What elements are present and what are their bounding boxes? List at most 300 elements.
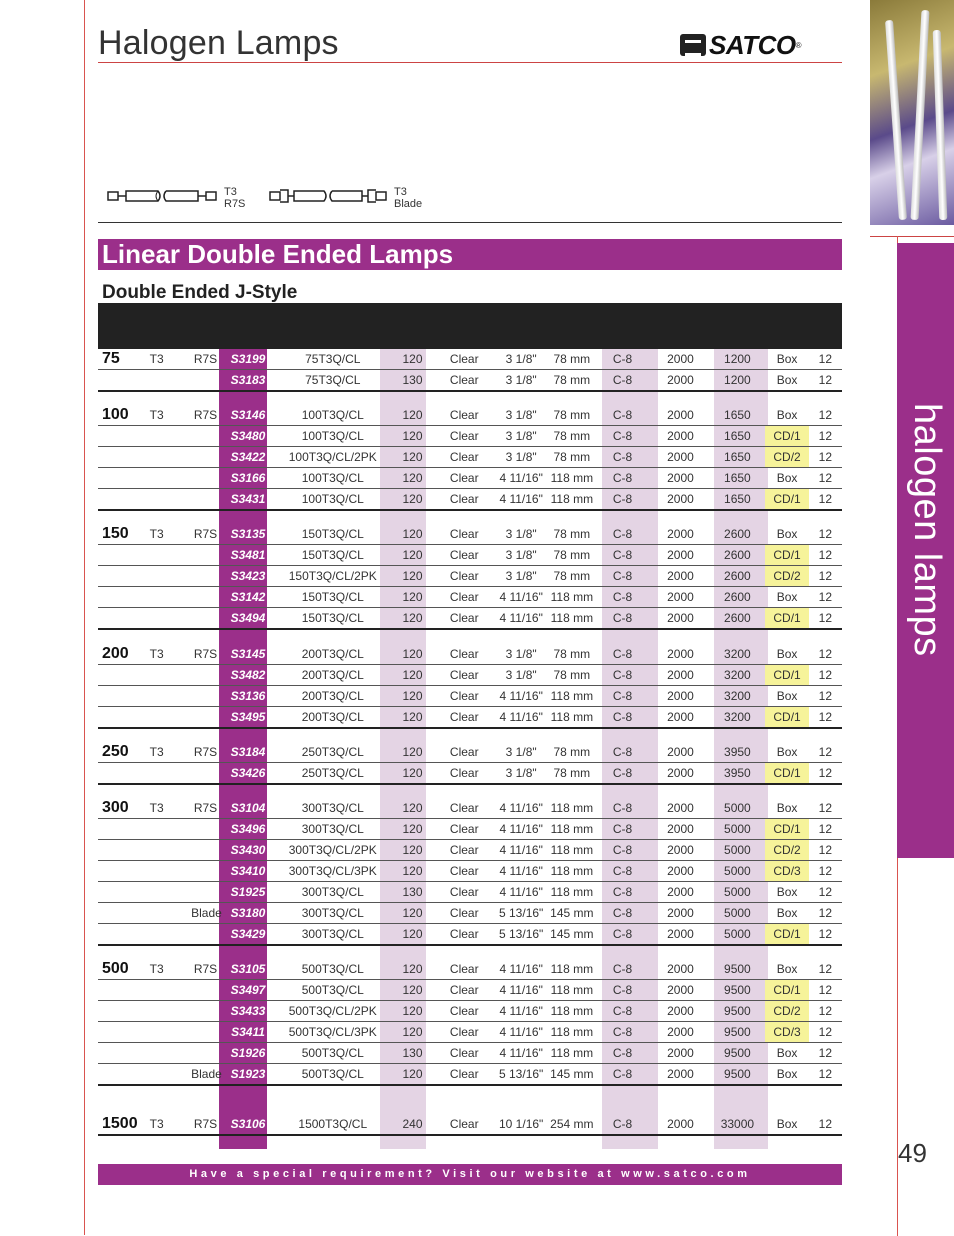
length-mm-cell: 118 mm (550, 798, 593, 819)
base-type-line1: T3 (224, 186, 237, 198)
ordering-code-cell: 500T3Q/CL/2PK (273, 1001, 389, 1022)
wattage-label (98, 468, 148, 489)
lumens-cell: 5000 (709, 798, 765, 819)
bulb-shape-cell (148, 566, 191, 587)
length-in-cell: 4 11/16" (492, 468, 550, 489)
base-type-cell (191, 819, 223, 840)
packaging-cell: CD/1 (765, 545, 808, 566)
sku-cell: S1925 (223, 882, 273, 903)
wattage-label (98, 840, 148, 861)
wattage-label (98, 763, 148, 785)
section-subtitle: Double Ended J-Style (102, 282, 298, 303)
length-mm-cell: 78 mm (550, 370, 593, 392)
finish-cell: Clear (436, 1064, 492, 1086)
length-mm-cell: 118 mm (550, 882, 593, 903)
ordering-code-cell: 300T3Q/CL/3PK (273, 861, 389, 882)
volts-cell: 120 (389, 468, 437, 489)
bulb-shape-cell: T3 (148, 405, 191, 426)
filament-cell: C-8 (594, 1114, 652, 1135)
length-in-cell: 4 11/16" (492, 882, 550, 903)
length-mm-cell: 118 mm (550, 959, 593, 980)
packaging-cell: CD/1 (765, 924, 808, 946)
base-type-cell (191, 1001, 223, 1022)
base-type-cell: R7S (191, 959, 223, 980)
hours-cell: 2000 (652, 447, 710, 468)
packaging-cell: CD/2 (765, 840, 808, 861)
base-type-line2: R7S (224, 198, 246, 210)
volts-cell: 120 (389, 707, 437, 729)
table-row (98, 798, 842, 819)
lumens-cell: 1650 (709, 489, 765, 511)
ordering-code-cell: 500T3Q/CL (273, 980, 389, 1001)
hours-cell: 2000 (652, 707, 710, 729)
lumens-cell: 1200 (709, 349, 765, 370)
table-header-band (98, 303, 842, 349)
hours-cell: 2000 (652, 959, 710, 980)
wattage-label (98, 861, 148, 882)
filament-cell: C-8 (594, 545, 652, 566)
wattage-label: 75 (98, 349, 148, 370)
ordering-code-cell: 500T3Q/CL (273, 959, 389, 980)
lumens-cell: 3950 (709, 763, 765, 785)
case-qty-cell: 12 (809, 545, 842, 566)
lumens-cell: 9500 (709, 1064, 765, 1086)
length-mm-cell: 118 mm (550, 819, 593, 840)
finish-cell: Clear (436, 903, 492, 924)
bulb-shape-cell: T3 (148, 644, 191, 665)
bulb-shape-cell (148, 903, 191, 924)
lumens-cell: 5000 (709, 861, 765, 882)
lamp-group-table (98, 644, 842, 729)
finish-cell: Clear (436, 924, 492, 946)
base-type-cell (191, 468, 223, 489)
filament-cell: C-8 (594, 1043, 652, 1064)
lumens-cell: 5000 (709, 882, 765, 903)
finish-cell: Clear (436, 644, 492, 665)
wattage-label (98, 882, 148, 903)
bulb-shape-cell (148, 665, 191, 686)
base-type-cell (191, 566, 223, 587)
section-rule (98, 222, 842, 223)
filament-cell: C-8 (594, 468, 652, 489)
volts-cell: 120 (389, 665, 437, 686)
lumens-cell: 5000 (709, 924, 765, 946)
packaging-cell: CD/1 (765, 489, 808, 511)
ordering-code-cell: 500T3Q/CL (273, 1043, 389, 1064)
length-in-cell: 3 1/8" (492, 426, 550, 447)
filament-cell: C-8 (594, 903, 652, 924)
filament-cell: C-8 (594, 426, 652, 447)
hours-cell: 2000 (652, 903, 710, 924)
case-qty-cell: 12 (809, 959, 842, 980)
hours-cell: 2000 (652, 798, 710, 819)
lumens-cell: 5000 (709, 840, 765, 861)
base-type-cell: Blade (191, 1064, 223, 1086)
bulb-shape-cell (148, 763, 191, 785)
bulb-shape-cell (148, 819, 191, 840)
sku-cell: S3135 (223, 524, 273, 545)
case-qty-cell: 12 (809, 707, 842, 729)
filament-cell: C-8 (594, 644, 652, 665)
hours-cell: 2000 (652, 644, 710, 665)
wattage-label (98, 1043, 148, 1064)
length-in-cell: 5 13/16" (492, 903, 550, 924)
wattage-label (98, 980, 148, 1001)
sku-cell: S3497 (223, 980, 273, 1001)
finish-cell: Clear (436, 763, 492, 785)
table-row (98, 665, 842, 686)
ordering-code-cell: 75T3Q/CL (273, 349, 389, 370)
sku-cell: S3481 (223, 545, 273, 566)
hours-cell: 2000 (652, 587, 710, 608)
finish-cell: Clear (436, 882, 492, 903)
base-type-cell: R7S (191, 644, 223, 665)
lamp-group-table (98, 798, 842, 946)
hours-cell: 2000 (652, 763, 710, 785)
table-row (98, 447, 842, 468)
side-tab (897, 243, 954, 858)
finish-cell: Clear (436, 405, 492, 426)
base-type-cell (191, 840, 223, 861)
packaging-cell: CD/3 (765, 861, 808, 882)
case-qty-cell: 12 (809, 924, 842, 946)
wattage-label: 1500 (98, 1114, 148, 1135)
base-type-cell: R7S (191, 1114, 223, 1135)
base-type-cell (191, 545, 223, 566)
length-mm-cell: 118 mm (550, 1043, 593, 1064)
table-row (98, 1064, 842, 1086)
finish-cell: Clear (436, 587, 492, 608)
hours-cell: 2000 (652, 686, 710, 707)
base-type-cell: R7S (191, 405, 223, 426)
lumens-cell: 1200 (709, 370, 765, 392)
filament-cell: C-8 (594, 665, 652, 686)
length-mm-cell: 254 mm (550, 1114, 593, 1135)
base-type-cell (191, 707, 223, 729)
case-qty-cell: 12 (809, 882, 842, 903)
ordering-code-cell: 250T3Q/CL (273, 763, 389, 785)
finish-cell: Clear (436, 1001, 492, 1022)
base-type-cell: R7S (191, 742, 223, 763)
finish-cell: Clear (436, 524, 492, 545)
wattage-label (98, 924, 148, 946)
filament-cell: C-8 (594, 524, 652, 545)
table-row (98, 468, 842, 489)
hours-cell: 2000 (652, 545, 710, 566)
sku-cell: S3106 (223, 1114, 273, 1135)
satco-logo-mark-icon (680, 34, 706, 56)
bulb-shape-cell (148, 370, 191, 392)
length-in-cell: 4 11/16" (492, 608, 550, 630)
case-qty-cell: 12 (809, 742, 842, 763)
volts-cell: 120 (389, 819, 437, 840)
volts-cell: 120 (389, 566, 437, 587)
finish-cell: Clear (436, 686, 492, 707)
length-mm-cell: 78 mm (550, 349, 593, 370)
wattage-label (98, 1022, 148, 1043)
case-qty-cell: 12 (809, 644, 842, 665)
satco-logo: SATCO ® (680, 30, 801, 60)
wattage-label (98, 587, 148, 608)
wattage-label (98, 707, 148, 729)
wattage-label: 500 (98, 959, 148, 980)
base-type-cell (191, 924, 223, 946)
length-mm-cell: 118 mm (550, 587, 593, 608)
packaging-cell: Box (765, 1064, 808, 1086)
length-mm-cell: 78 mm (550, 566, 593, 587)
packaging-cell: CD/2 (765, 447, 808, 468)
volts-cell: 120 (389, 742, 437, 763)
case-qty-cell: 12 (809, 980, 842, 1001)
table-row (98, 587, 842, 608)
finish-cell: Clear (436, 370, 492, 392)
table-row (98, 707, 842, 729)
volts-cell: 120 (389, 405, 437, 426)
ordering-code-cell: 300T3Q/CL (273, 798, 389, 819)
filament-cell: C-8 (594, 819, 652, 840)
length-in-cell: 4 11/16" (492, 1022, 550, 1043)
packaging-cell: CD/1 (765, 763, 808, 785)
bulb-shape-cell (148, 882, 191, 903)
filament-cell: C-8 (594, 489, 652, 511)
length-in-cell: 4 11/16" (492, 707, 550, 729)
finish-cell: Clear (436, 447, 492, 468)
ordering-code-cell: 150T3Q/CL (273, 545, 389, 566)
base-type-cell (191, 686, 223, 707)
table-row (98, 608, 842, 630)
length-in-cell: 10 1/16" (492, 1114, 550, 1135)
base-type-cell (191, 587, 223, 608)
hours-cell: 2000 (652, 1001, 710, 1022)
finish-cell: Clear (436, 349, 492, 370)
hours-cell: 2000 (652, 742, 710, 763)
ordering-code-cell: 1500T3Q/CL (273, 1114, 389, 1135)
bulb-shape-cell: T3 (148, 798, 191, 819)
ordering-code-cell: 500T3Q/CL (273, 1064, 389, 1086)
table-row (98, 644, 842, 665)
sku-cell: S3429 (223, 924, 273, 946)
filament-cell: C-8 (594, 707, 652, 729)
base-type-blade (268, 186, 422, 210)
case-qty-cell: 12 (809, 587, 842, 608)
lumens-cell: 2600 (709, 566, 765, 587)
hours-cell: 2000 (652, 1022, 710, 1043)
table-row (98, 882, 842, 903)
finish-cell: Clear (436, 489, 492, 511)
case-qty-cell: 12 (809, 1043, 842, 1064)
bulb-shape-cell (148, 447, 191, 468)
r7s-lamp-icon (106, 186, 218, 206)
case-qty-cell: 12 (809, 489, 842, 511)
ordering-code-cell: 200T3Q/CL (273, 665, 389, 686)
lumens-cell: 2600 (709, 524, 765, 545)
packaging-cell: Box (765, 1043, 808, 1064)
volts-cell: 120 (389, 840, 437, 861)
ordering-code-cell: 300T3Q/CL (273, 903, 389, 924)
sku-cell: S3142 (223, 587, 273, 608)
ordering-code-cell: 100T3Q/CL (273, 489, 389, 511)
sku-cell: S3146 (223, 405, 273, 426)
volts-cell: 120 (389, 524, 437, 545)
length-mm-cell: 78 mm (550, 742, 593, 763)
length-mm-cell: 118 mm (550, 686, 593, 707)
bulb-shape-cell (148, 924, 191, 946)
volts-cell: 120 (389, 1064, 437, 1086)
finish-cell: Clear (436, 861, 492, 882)
case-qty-cell: 12 (809, 903, 842, 924)
length-in-cell: 4 11/16" (492, 587, 550, 608)
ordering-code-cell: 200T3Q/CL (273, 707, 389, 729)
wattage-label (98, 545, 148, 566)
volts-cell: 120 (389, 349, 437, 370)
wattage-label (98, 608, 148, 630)
sku-cell: S3495 (223, 707, 273, 729)
bulb-shape-cell: T3 (148, 349, 191, 370)
filament-cell: C-8 (594, 840, 652, 861)
filament-cell: C-8 (594, 882, 652, 903)
lamp-group-table (98, 405, 842, 511)
table-row (98, 742, 842, 763)
sku-cell: S3180 (223, 903, 273, 924)
finish-cell: Clear (436, 840, 492, 861)
base-type-cell: R7S (191, 524, 223, 545)
case-qty-cell: 12 (809, 798, 842, 819)
bulb-shape-cell (148, 707, 191, 729)
filament-cell: C-8 (594, 763, 652, 785)
finish-cell: Clear (436, 742, 492, 763)
lumens-cell: 5000 (709, 903, 765, 924)
volts-cell: 120 (389, 1022, 437, 1043)
bulb-shape-cell (148, 545, 191, 566)
lumens-cell: 1650 (709, 426, 765, 447)
hours-cell: 2000 (652, 1043, 710, 1064)
length-in-cell: 4 11/16" (492, 1001, 550, 1022)
sku-cell: S3411 (223, 1022, 273, 1043)
length-in-cell: 3 1/8" (492, 644, 550, 665)
finish-cell: Clear (436, 980, 492, 1001)
hours-cell: 2000 (652, 1114, 710, 1135)
wattage-label (98, 1001, 148, 1022)
length-in-cell: 5 13/16" (492, 924, 550, 946)
length-in-cell: 4 11/16" (492, 798, 550, 819)
sku-cell: S3410 (223, 861, 273, 882)
length-mm-cell: 78 mm (550, 524, 593, 545)
length-mm-cell: 78 mm (550, 665, 593, 686)
sku-cell: S3423 (223, 566, 273, 587)
length-mm-cell: 78 mm (550, 426, 593, 447)
length-in-cell: 4 11/16" (492, 819, 550, 840)
wattage-label: 250 (98, 742, 148, 763)
packaging-cell: CD/1 (765, 608, 808, 630)
filament-cell: C-8 (594, 1022, 652, 1043)
length-in-cell: 4 11/16" (492, 980, 550, 1001)
wattage-label (98, 686, 148, 707)
lumens-cell: 9500 (709, 1001, 765, 1022)
table-row (98, 1022, 842, 1043)
wattage-label (98, 1064, 148, 1086)
packaging-cell: CD/2 (765, 1001, 808, 1022)
length-mm-cell: 118 mm (550, 1022, 593, 1043)
case-qty-cell: 12 (809, 1001, 842, 1022)
wattage-label (98, 447, 148, 468)
lamp-group-table (98, 959, 842, 1086)
packaging-cell: Box (765, 1114, 808, 1135)
length-in-cell: 3 1/8" (492, 665, 550, 686)
filament-cell: C-8 (594, 566, 652, 587)
wattage-label (98, 566, 148, 587)
case-qty-cell: 12 (809, 1022, 842, 1043)
base-type-cell (191, 861, 223, 882)
length-mm-cell: 118 mm (550, 861, 593, 882)
base-type-line1: T3 (394, 186, 407, 198)
hours-cell: 2000 (652, 566, 710, 587)
length-in-cell: 3 1/8" (492, 349, 550, 370)
bulb-shape-cell (148, 468, 191, 489)
length-in-cell: 3 1/8" (492, 545, 550, 566)
volts-cell: 130 (389, 1043, 437, 1064)
finish-cell: Clear (436, 608, 492, 630)
table-row (98, 861, 842, 882)
table-row (98, 959, 842, 980)
table-row (98, 370, 842, 392)
base-type-cell (191, 370, 223, 392)
volts-cell: 240 (389, 1114, 437, 1135)
sku-cell: S1923 (223, 1064, 273, 1086)
length-mm-cell: 118 mm (550, 489, 593, 511)
sku-cell: S3183 (223, 370, 273, 392)
packaging-cell: CD/2 (765, 566, 808, 587)
length-in-cell: 4 11/16" (492, 959, 550, 980)
case-qty-cell: 12 (809, 686, 842, 707)
table-row (98, 524, 842, 545)
case-qty-cell: 12 (809, 1064, 842, 1086)
lumens-cell: 3200 (709, 665, 765, 686)
case-qty-cell: 12 (809, 763, 842, 785)
sku-cell: S3104 (223, 798, 273, 819)
volts-cell: 120 (389, 980, 437, 1001)
length-mm-cell: 78 mm (550, 763, 593, 785)
case-qty-cell: 12 (809, 447, 842, 468)
finish-cell: Clear (436, 1114, 492, 1135)
lumens-cell: 9500 (709, 959, 765, 980)
finish-cell: Clear (436, 959, 492, 980)
lumens-cell: 3200 (709, 707, 765, 729)
footer-banner: Have a special requirement? Visit our website at www.satco.com (98, 1164, 842, 1185)
case-qty-cell: 12 (809, 349, 842, 370)
packaging-cell: CD/1 (765, 707, 808, 729)
bulb-shape-cell (148, 608, 191, 630)
table-row (98, 819, 842, 840)
table-row (98, 686, 842, 707)
lamp-group-table (98, 742, 842, 785)
length-mm-cell: 118 mm (550, 840, 593, 861)
case-qty-cell: 12 (809, 840, 842, 861)
length-mm-cell: 118 mm (550, 608, 593, 630)
case-qty-cell: 12 (809, 566, 842, 587)
length-in-cell: 3 1/8" (492, 763, 550, 785)
hours-cell: 2000 (652, 370, 710, 392)
length-in-cell: 3 1/8" (492, 405, 550, 426)
case-qty-cell: 12 (809, 405, 842, 426)
hours-cell: 2000 (652, 349, 710, 370)
length-in-cell: 3 1/8" (492, 447, 550, 468)
packaging-cell: CD/1 (765, 980, 808, 1001)
finish-cell: Clear (436, 819, 492, 840)
lumens-cell: 2600 (709, 587, 765, 608)
length-mm-cell: 118 mm (550, 468, 593, 489)
lamp-group-table (98, 349, 842, 392)
case-qty-cell: 12 (809, 861, 842, 882)
